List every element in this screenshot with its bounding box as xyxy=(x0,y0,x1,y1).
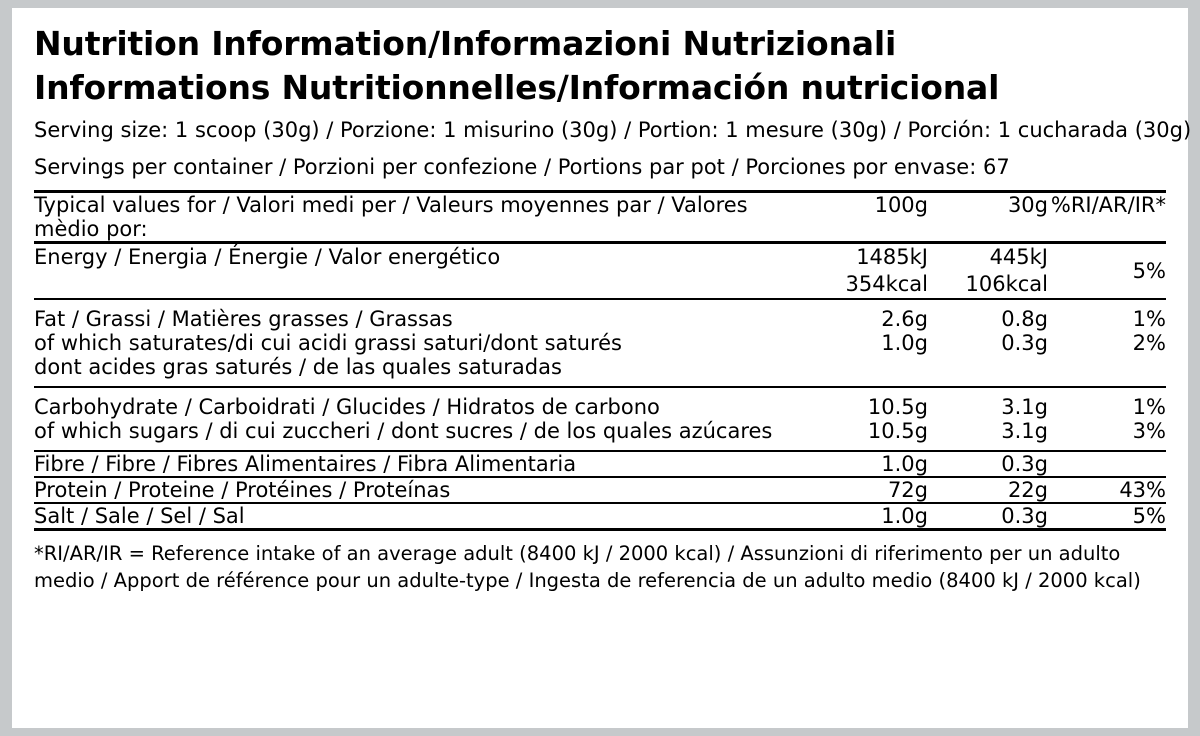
protein-100g: 72g xyxy=(808,477,928,503)
table-row-energy xyxy=(34,242,1166,298)
sugars-ri: 3% xyxy=(1132,418,1166,443)
saturates-100g: 1.0g xyxy=(881,330,928,355)
row-label-fibre: Fibre / Fibre / Fibres Alimentaires / Fibra Alimentaria xyxy=(34,451,808,477)
row-label-carbohydrate: Carbohydrate / Carboidrati / Glucides / Hidratos de carbono xyxy=(34,387,808,419)
fibre-30g: 0.3g xyxy=(928,451,1048,477)
energy-100g-kcal: 354kcal xyxy=(845,271,928,296)
saturates-cont-100g xyxy=(808,355,928,387)
table-header-row xyxy=(34,191,1166,242)
table-row-saturates xyxy=(34,331,1166,355)
row-label-fat: Fat / Grassi / Matières grasses / Grassas xyxy=(34,299,808,331)
header-label: Typical values for / Valori medi per / Valeurs moyennes par / Valores mèdio por: xyxy=(34,191,808,242)
sugars-30g: 3.1g xyxy=(1001,418,1048,443)
table-row-fat xyxy=(34,299,1166,331)
row-label-energy: Energy / Energia / Énergie / Valor energético xyxy=(34,242,808,298)
footnote-line-1: *RI/AR/IR = Reference intake of an average adult (8400 kJ / 2000 kcal) / Assunzioni di riferimento per un adulto xyxy=(34,541,1121,565)
label-title-line-2: Informations Nutritionnelles/Información nutricional xyxy=(34,67,1000,107)
serving-size-text: Serving size: 1 scoop (30g) / Porzione: 1 misurino (30g) / Portion: 1 mesure (30g) / Porción: 1 cucharada (30g) xyxy=(34,118,1192,143)
protein-ri: 43% xyxy=(1048,477,1166,503)
table-row-sugars xyxy=(34,419,1166,451)
energy-30g-kcal: 106kcal xyxy=(965,271,1048,296)
servings-per-container-text: Servings per container / Porzioni per confezione / Portions par pot / Porciones por envase: 67 xyxy=(34,154,1010,179)
row-label-saturates: of which saturates/di cui acidi grassi saturi/dont saturés xyxy=(34,330,622,355)
salt-100g: 1.0g xyxy=(808,503,928,530)
saturates-30g: 0.3g xyxy=(1001,330,1048,355)
table-row-carbohydrate xyxy=(34,387,1166,419)
row-label-protein: Protein / Proteine / Protéines / Proteínas xyxy=(34,477,808,503)
header-col-ri: %RI/AR/IR* xyxy=(1048,191,1166,242)
table-row-protein xyxy=(34,477,1166,503)
header-col-30g: 30g xyxy=(928,191,1048,242)
table-row-saturates-cont xyxy=(34,355,1166,387)
footnote-line-2: medio / Apport de référence pour un adulte-type / Ingesta de referencia de un adulto medio (8400 kJ / 2000 kcal) xyxy=(34,569,1141,593)
row-label-sugars: of which sugars / di cui zuccheri / dont sucres / de los quales azúcares xyxy=(34,418,773,443)
energy-ri: 5% xyxy=(1048,242,1166,298)
row-label-salt: Salt / Sale / Sel / Sal xyxy=(34,503,808,530)
salt-30g: 0.3g xyxy=(928,503,1048,530)
saturates-cont-30g xyxy=(928,355,1048,387)
footnote xyxy=(34,540,1166,595)
nutrition-table xyxy=(34,190,1166,531)
fat-100g: 2.6g xyxy=(808,299,928,331)
fibre-ri xyxy=(1048,451,1166,477)
sugars-100g: 10.5g xyxy=(867,418,928,443)
fat-30g: 0.8g xyxy=(928,299,1048,331)
saturates-cont-ri xyxy=(1048,355,1166,387)
carbohydrate-30g: 3.1g xyxy=(928,387,1048,419)
carbohydrate-ri: 1% xyxy=(1048,387,1166,419)
energy-30g xyxy=(928,242,1048,298)
table-row-fibre xyxy=(34,451,1166,477)
nutrition-label-panel xyxy=(12,8,1192,728)
carbohydrate-100g: 10.5g xyxy=(808,387,928,419)
energy-100g xyxy=(808,242,928,298)
table-row-salt xyxy=(34,503,1166,530)
fat-ri: 1% xyxy=(1048,299,1166,331)
energy-30g-kj: 445kJ xyxy=(989,244,1048,269)
row-label-saturates-line2: dont acides gras saturés / de las quales saturadas xyxy=(34,354,562,379)
protein-30g: 22g xyxy=(928,477,1048,503)
label-title-line-1: Nutrition Information/Informazioni Nutrizionali xyxy=(34,24,897,63)
header-col-100g: 100g xyxy=(808,191,928,242)
energy-100g-kj: 1485kJ xyxy=(856,244,928,269)
fibre-100g: 1.0g xyxy=(808,451,928,477)
table-bottom-rule xyxy=(34,529,1166,531)
salt-ri: 5% xyxy=(1048,503,1166,530)
saturates-ri: 2% xyxy=(1132,330,1166,355)
